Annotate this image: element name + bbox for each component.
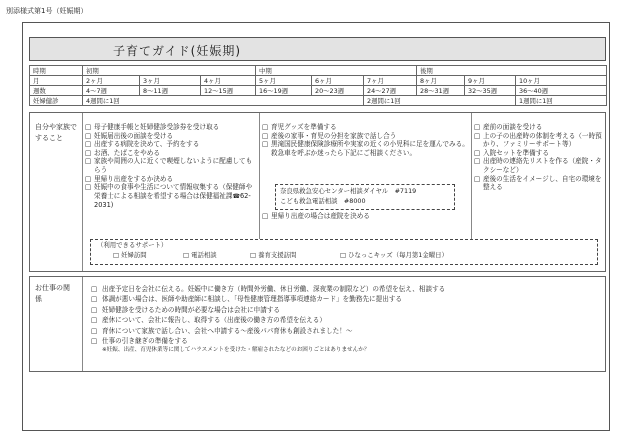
checkbox-icon[interactable]: □ <box>85 140 92 149</box>
month-row <box>30 76 607 86</box>
support-item: □ 電話相談 <box>183 250 217 259</box>
month-cell: 10ヶ月 <box>516 76 607 86</box>
list-item: □ 産前の面談を受ける <box>474 123 543 131</box>
checkbox-icon[interactable]: □ <box>91 285 98 293</box>
support-item: □ ひなっこキッズ（毎月第1金曜日） <box>340 250 448 259</box>
family-column-mid <box>262 123 470 157</box>
list-item: □ 出産予定日を会社に伝える。妊娠中に働き方（時間外労働、休日労働、深夜業の制限など）の希望を伝え、相談する <box>91 285 446 293</box>
family-column-mid-bottom <box>262 212 470 221</box>
month-cell: 5ヶ月 <box>256 76 312 86</box>
work-label: お仕事の関係 <box>35 284 70 303</box>
checkup-every-2-weeks: 2週間に1回 <box>364 96 516 106</box>
list-item: □ 妊娠中の食事や生活について情報収集する（保健師や栄養士による相談を希望する場合は保健福祉課☎62-2031) <box>85 183 253 210</box>
checkup-every-1-week: 1週間に1回 <box>516 96 607 106</box>
checkbox-icon[interactable]: □ <box>91 295 98 304</box>
list-item: □ 妊婦健診を受けるための時間が必要な場合は会社に申請する <box>91 305 281 314</box>
list-item: □ 体調が悪い場合は、医師や助産師に相談し、「母性健康管理指導事項連絡カード」を勤務先に提出する <box>91 295 403 304</box>
month-cell: 8ヶ月 <box>417 76 465 86</box>
month-cell: 7ヶ月 <box>364 76 417 86</box>
checkbox-icon[interactable]: □ <box>474 157 481 166</box>
list-item: 救急車を呼ぶか迷ったら下記にご相談ください。 <box>271 148 417 157</box>
list-item: □ 出産する病院を決めて、予約をする <box>85 140 200 149</box>
list-item: □ 仕事の引き継ぎの準備をする <box>91 337 188 346</box>
row-label-period: 時期 <box>30 66 83 76</box>
schedule-table <box>29 65 607 106</box>
weeks-cell: 16〜19週 <box>256 86 312 96</box>
checkup-row <box>30 96 607 106</box>
checkbox-icon[interactable]: □ <box>474 148 481 157</box>
period-row <box>30 66 607 76</box>
list-item: □ 上の子の出産時の体制を考える（一時預かり、ファミリーサポート等） <box>474 131 602 149</box>
phone-icon: ☎ <box>232 192 240 200</box>
support-title: （利用できるサポート） <box>97 241 168 249</box>
weeks-cell: 8〜11週 <box>140 86 201 96</box>
family-column-late <box>474 123 602 192</box>
list-item: □ 出産時の連絡先リストを作る（産院・タクシーなど） <box>474 157 602 174</box>
checkbox-icon[interactable]: □ <box>474 131 481 140</box>
month-cell: 4ヶ月 <box>201 76 256 86</box>
weeks-cell: 24〜27週 <box>364 86 417 96</box>
checkbox-icon[interactable]: □ <box>340 250 347 259</box>
form-label: 別添様式第1号（妊娠期） <box>6 7 88 15</box>
list-item: □ お酒、たばこをやめる <box>85 148 160 157</box>
row-label-month: 月 <box>30 76 83 86</box>
weeks-cell: 28〜31週 <box>417 86 465 96</box>
checkbox-icon[interactable]: □ <box>85 174 92 183</box>
family-label: 自分や家族ですること <box>35 123 77 142</box>
list-item: □ 黒滝国民健康保険診療所や実家の近くの小児科に足を運んでみる。 <box>262 140 469 149</box>
checkbox-icon[interactable]: □ <box>85 131 92 140</box>
list-item: □ 育休について家族で話し合い、会社へ申請する〜産後パパ育休も創設されました！〜 <box>91 326 353 335</box>
list-item: □ 里帰り出産の場合は産院を決める <box>262 212 370 220</box>
list-item: □ 育児グッズを準備する <box>262 123 337 131</box>
checkbox-icon[interactable]: □ <box>91 337 98 346</box>
month-cell: 6ヶ月 <box>312 76 364 86</box>
support-box <box>90 239 598 265</box>
family-column-early <box>85 123 257 210</box>
checkbox-icon[interactable]: □ <box>262 123 269 131</box>
checkbox-icon[interactable]: □ <box>85 183 92 192</box>
checkbox-icon[interactable]: □ <box>262 140 269 149</box>
hotline-box <box>275 184 455 210</box>
month-cell: 2ヶ月 <box>83 76 140 86</box>
month-cell: 3ヶ月 <box>140 76 201 86</box>
checkbox-icon[interactable]: □ <box>85 148 92 157</box>
support-item: □ 養育支援訪問 <box>250 250 297 259</box>
row-label-weeks: 週数 <box>30 86 83 96</box>
checkbox-icon[interactable]: □ <box>91 305 98 314</box>
family-section <box>29 112 606 272</box>
weeks-cell: 36〜40週 <box>516 86 607 96</box>
checkbox-icon[interactable]: □ <box>262 131 269 140</box>
checkbox-icon[interactable]: □ <box>91 316 98 325</box>
month-cell: 9ヶ月 <box>465 76 516 86</box>
checkbox-icon[interactable]: □ <box>85 123 92 131</box>
period-mid: 中期 <box>256 66 417 76</box>
support-item: □ 妊婦訪問 <box>113 250 147 259</box>
work-list <box>91 284 601 355</box>
weeks-cell: 4〜7週 <box>83 86 140 96</box>
list-item: □ 入院セットを準備する <box>474 148 549 157</box>
period-early: 初期 <box>83 66 256 76</box>
work-section <box>29 276 606 372</box>
checkbox-icon[interactable]: □ <box>474 174 481 183</box>
harassment-note: ※妊娠、出産、育児休業等に関してハラスメントを受けた・解雇されたなどのお困りごとはありませんか？ <box>102 347 370 354</box>
list-item: □ 産休について、会社に報告し、取得する（出産後の働き方の希望を伝える） <box>91 316 326 325</box>
page-title: 子育てガイド(妊娠期) <box>113 44 242 58</box>
checkup-every-4-weeks: 4週間に1回 <box>83 96 364 106</box>
list-item: □ 里帰り出産をするか決める <box>85 174 174 183</box>
list-item: □ 産後の生活をイメージし、自宅の環境を整える <box>474 174 602 192</box>
row-label-checkup: 妊婦健診 <box>30 96 83 106</box>
list-item: □ 産後の家事・育児の分担を家族で話し合う <box>262 131 397 140</box>
weeks-cell: 12〜15週 <box>201 86 256 96</box>
list-item: □ 母子健康手帳と妊婦健診受診券を受け取る <box>85 123 220 131</box>
period-late: 後期 <box>417 66 607 76</box>
checkbox-icon[interactable]: □ <box>262 212 269 220</box>
checkbox-icon[interactable]: □ <box>183 250 190 259</box>
weeks-cell: 32〜35週 <box>465 86 516 96</box>
hotline-adult: 奈良県救急安心センター相談ダイヤル #7119 <box>280 187 417 195</box>
hotline-child: こども救急電話相談 #8000 <box>280 196 366 205</box>
title-bar <box>29 37 606 61</box>
checkbox-icon[interactable]: □ <box>474 123 481 131</box>
checkbox-icon[interactable]: □ <box>113 250 120 259</box>
list-item: □ 家族や周囲の人に近くで喫煙しないように配慮してもらう <box>85 157 253 174</box>
checkbox-icon[interactable]: □ <box>250 250 257 259</box>
checkbox-icon[interactable]: □ <box>91 326 98 335</box>
weeks-cell: 20〜23週 <box>312 86 364 96</box>
checkbox-icon[interactable]: □ <box>85 157 92 166</box>
weeks-row <box>30 86 607 96</box>
list-item: □ 妊娠届出後の面談を受ける <box>85 131 174 140</box>
